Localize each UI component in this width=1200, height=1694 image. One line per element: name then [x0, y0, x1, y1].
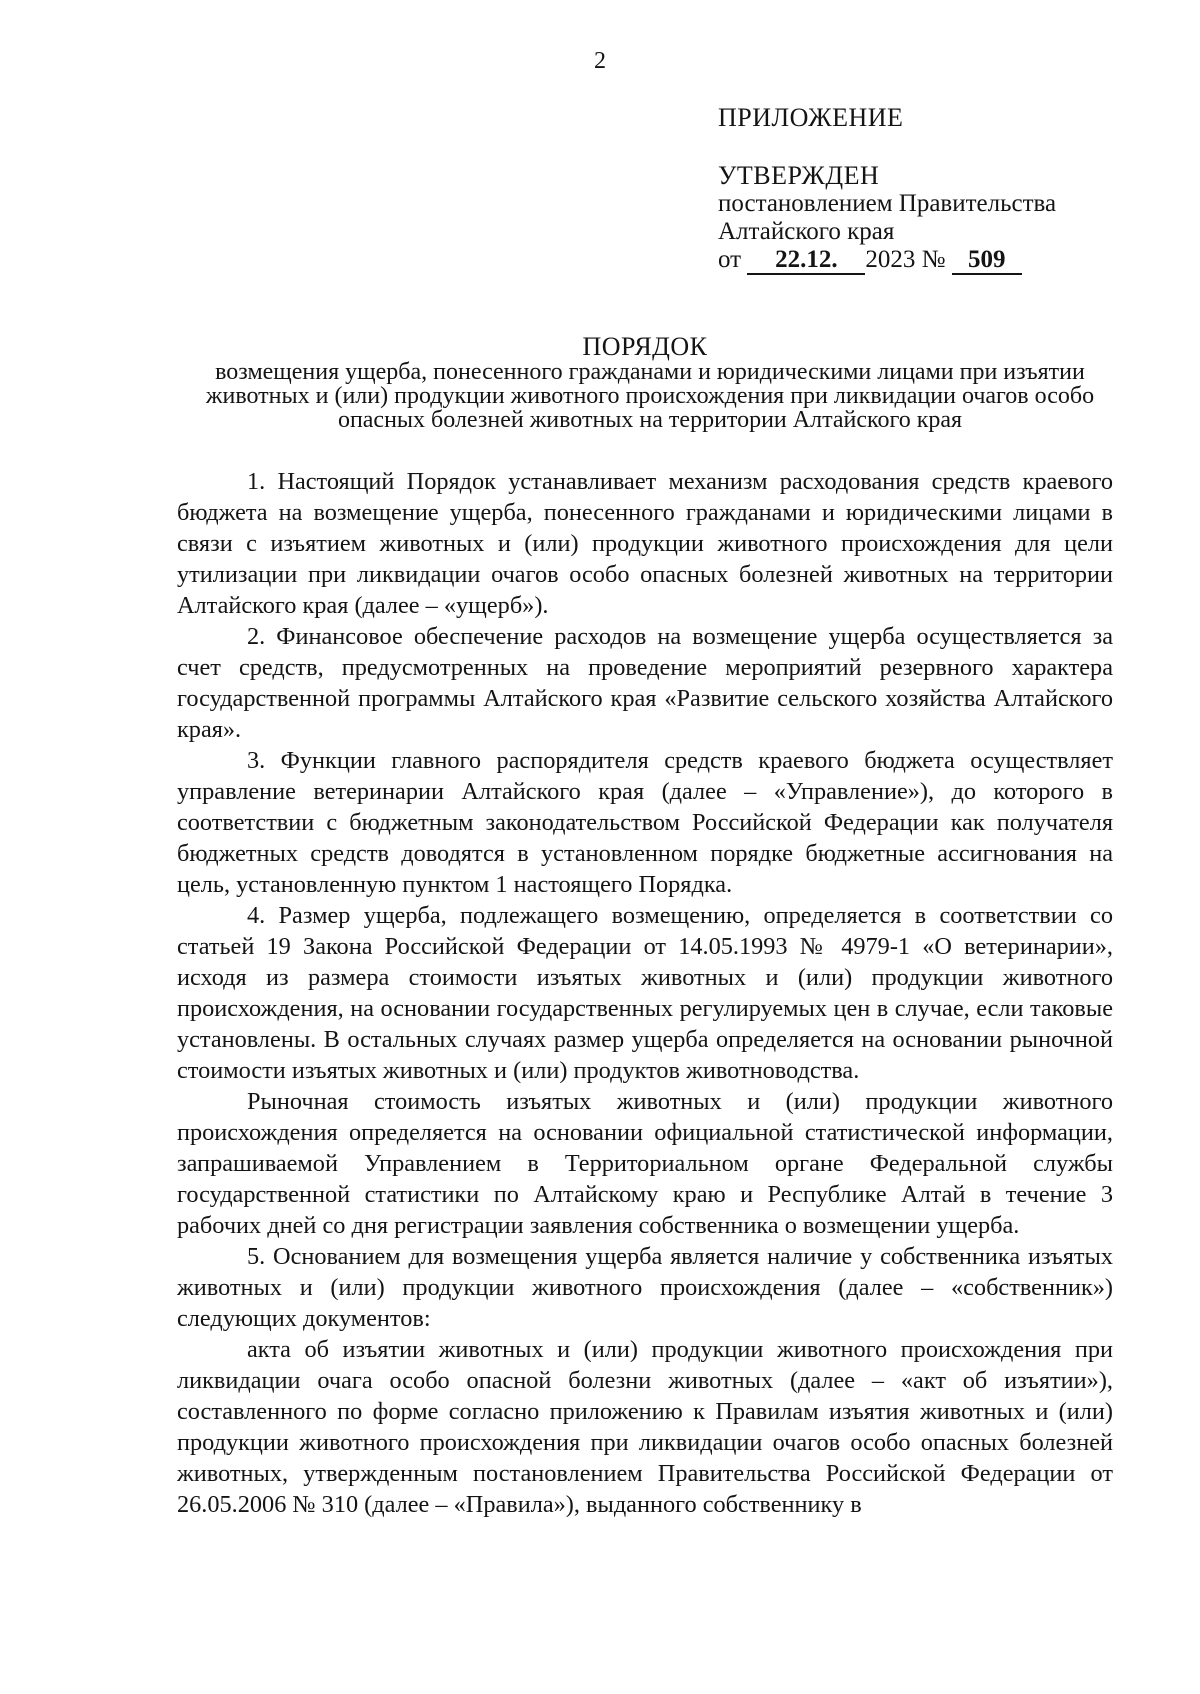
document-body — [177, 466, 1113, 1520]
approval-date: 22.12. — [747, 247, 865, 275]
paragraph-1: 1. Настоящий Порядок устанавливает механизм расходования средств краевого бюджета на возмещение ущерба, понесенного гражданами и юридическими лицами в связи с изъятием животных и (или) продукции животного происхождения для цели утилизации при ликвидации очагов особо опасных болезней животных на территории Алтайского края (далее – «ущерб»). — [177, 468, 1113, 619]
paragraph-2: 2. Финансовое обеспечение расходов на возмещение ущерба осуществляется за счет средств, предусмотренных на проведение мероприятий резервного характера государственной программы Алтайского края «Развитие сельского хозяйства Алтайского края». — [177, 623, 1113, 743]
document-title: ПОРЯДОК — [582, 332, 708, 361]
page-number: 2 — [594, 48, 606, 74]
approval-year-number-sign: 2023 № — [865, 246, 946, 273]
approval-date-line — [718, 246, 1056, 275]
paragraph-3: 3. Функции главного распорядителя средств краевого бюджета осуществляет управление ветеринарии Алтайского края (далее – «Управление»), до которого в соответствии с бюджетным законодательством Российской Федерации как получателя бюджетных средств доводятся в установленном порядке бюджетные ассигнования на цель, установленную пунктом 1 настоящего Порядка. — [177, 747, 1113, 898]
approved-by-line-1: постановлением Правительства — [718, 190, 1057, 217]
paragraph-5: 5. Основанием для возмещения ущерба является наличие у собственника изъятых животных и (или) продукции животного происхождения (далее – «собственник») следующих документов: — [177, 1243, 1113, 1332]
paragraph-4: 4. Размер ущерба, подлежащего возмещению, определяется в соответствии со статьей 19 Закона Российской Федерации от 14.05.1993 № 4979-1 «О ветеринарии», исходя из размера стоимости изъятых животных и (или) продукции животного происхождения, на основании государственных регулируемых цен в случае, если таковые установлены. В остальных случаях размер ущерба определяется на основании рыночной стоимости изъятых животных и (или) продуктов животноводства. — [177, 902, 1113, 1084]
approval-block — [718, 104, 1056, 275]
approved-label: УТВЕРЖДЕН — [718, 161, 880, 190]
paragraph-5-seizure-act: акта об изъятии животных и (или) продукции животного происхождения при ликвидации очага особо опасной болезни животных (далее – «акт об изъятии»), составленного по форме согласно приложению к Правилам изъятия животных и (или) продукции животного происхождения при ликвидации очагов особо опасных болезней животных, утвержденным постановлением Правительства Российской Федерации от 26.05.2006 № 310 (далее – «Правила»), выданного собственнику в — [177, 1336, 1113, 1518]
document-subtitle: возмещения ущерба, понесенного гражданами и юридическими лицами при изъятии животных и (или) продукции животного происхождения при ликвидации очагов особо опасных болезней животных на территории Алтайского края — [205, 359, 1095, 433]
approved-by-line-2: Алтайского края — [718, 218, 895, 245]
paragraph-4-market-value: Рыночная стоимость изъятых животных и (или) продукции животного происхождения определяется на основании официальной статистической информации, запрашиваемой Управлением в Территориальном органе Федеральной службы государственной статистики по Алтайскому краю и Республике Алтай в течение 3 рабочих дней со дня регистрации заявления собственника о возмещении ущерба. — [177, 1088, 1113, 1239]
approval-number: 509 — [952, 247, 1022, 275]
date-prefix: от — [718, 246, 742, 273]
appendix-label: ПРИЛОЖЕНИЕ — [718, 103, 904, 132]
